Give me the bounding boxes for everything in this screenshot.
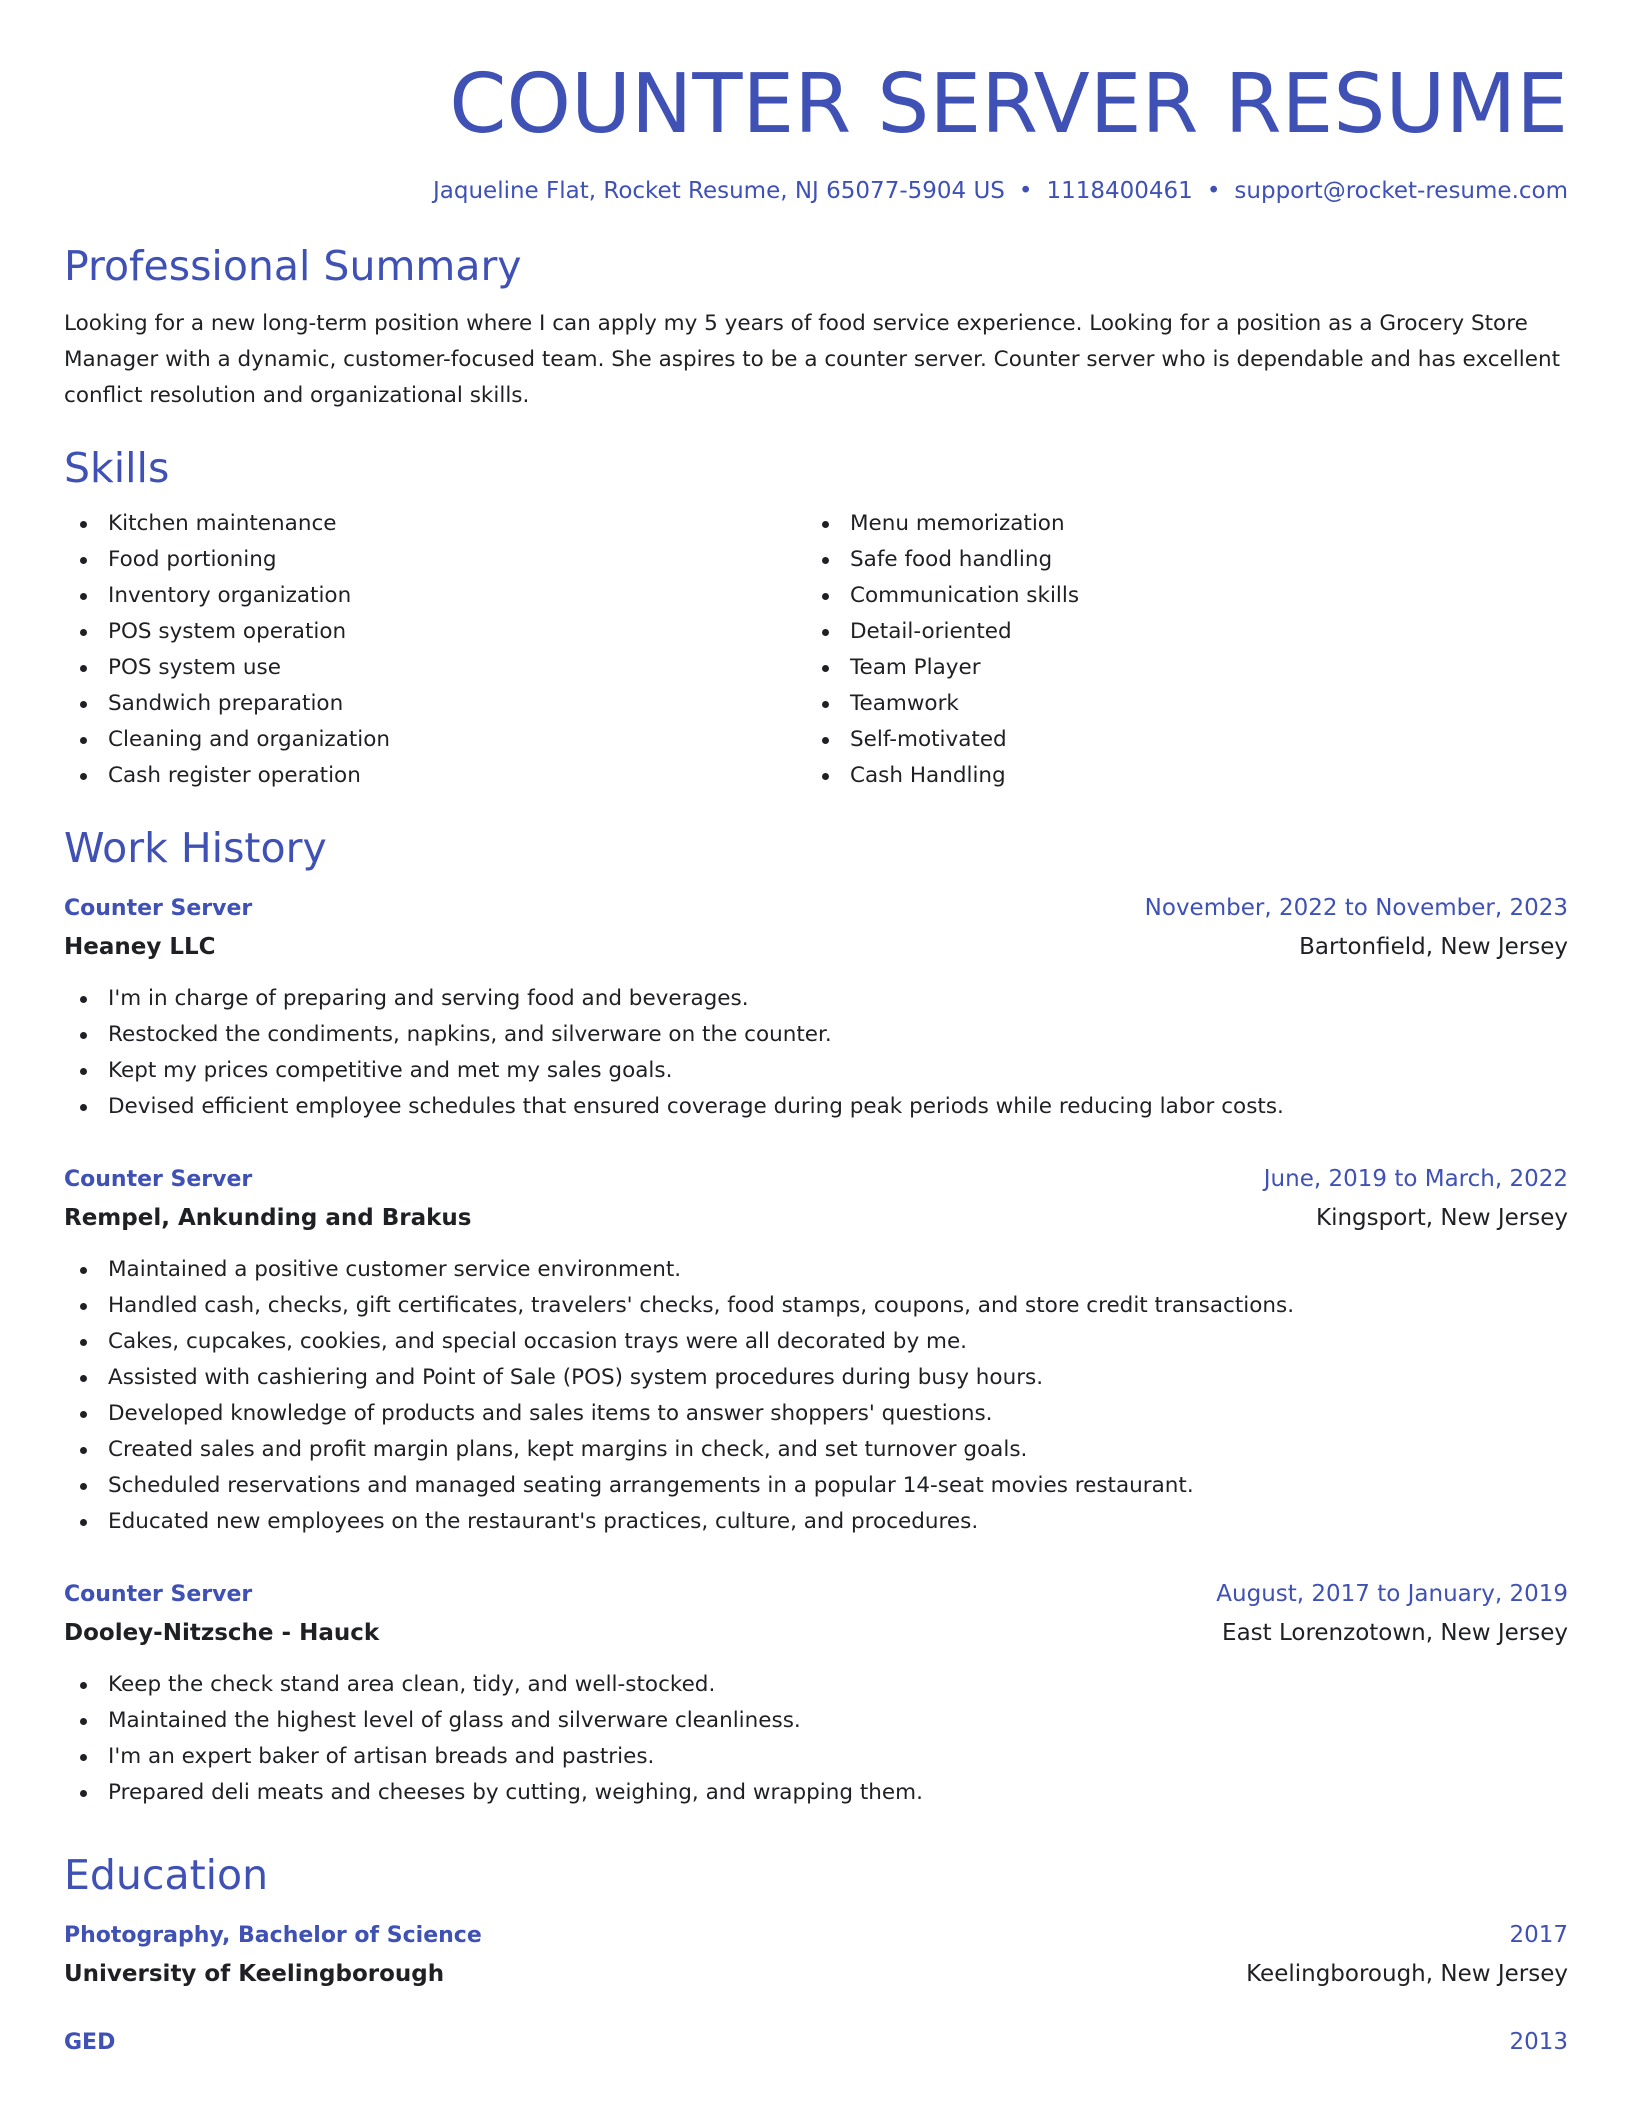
contact-line [64,174,1568,208]
job-duty-item: Kept my prices competitive and met my sales goals. [64,1053,1568,1089]
contact-separator: • [1018,178,1033,204]
job-role: Counter Server [64,896,253,921]
summary-heading: Professional Summary [64,242,522,290]
job-role: Counter Server [64,1167,253,1192]
job-duty-item: Cakes, cupcakes, cookies, and special occasion trays were all decorated by me. [64,1324,1568,1360]
job-duty-item: Scheduled reservations and managed seating arrangements in a popular 14-seat movies restaurant. [64,1468,1568,1504]
skill-item: Safe food handling [806,542,1548,578]
resume-title: COUNTER SERVER RESUME [449,57,1568,152]
summary-text: Looking for a new long-term position where I can apply my 5 years of food service experience. Looking for a position as a Grocery Store Manager with a dynamic, customer-focused team. She aspires to be a counter server. Counter server who is dependable and has excellent conflict resolution and organizational skills. [64,311,1561,408]
contact-address: Jaqueline Flat, Rocket Resume, NJ 65077-5904 US [433,178,1005,204]
job-company-row [64,927,1568,967]
job-duty-item: Restocked the condiments, napkins, and silverware on the counter. [64,1017,1568,1053]
skill-item: Menu memorization [806,506,1548,542]
job-duty-item: Developed knowledge of products and sales items to answer shoppers' questions. [64,1396,1568,1432]
education-heading: Education [64,1851,269,1899]
skill-item: Teamwork [806,686,1548,722]
job-title-row [64,890,1568,927]
job-duty-item: Educated new employees on the restaurant's practices, culture, and procedures. [64,1504,1568,1540]
job-duty-item: Prepared deli meats and cheeses by cutting, weighing, and wrapping them. [64,1775,1568,1811]
job-entry [64,1161,1568,1540]
job-company-row [64,1198,1568,1238]
skill-item: Inventory organization [64,578,806,614]
job-company-row [64,1613,1568,1653]
education-school-row [64,1954,1568,1994]
education-degree: GED [64,2030,116,2055]
job-title-row [64,1161,1568,1198]
skill-item: Detail-oriented [806,614,1548,650]
education-location: Keelingborough, New Jersey [1246,1961,1568,1987]
job-title-row [64,1576,1568,1613]
skills-list-right [806,506,1548,794]
education-school: University of Keelingborough [64,1961,445,1987]
contact-separator: • [1206,178,1221,204]
work-history-heading: Work History [64,824,327,872]
skills-heading: Skills [64,444,170,492]
skill-item: Communication skills [806,578,1548,614]
education-year: 2017 [1509,1922,1568,1948]
job-duty-item: Handled cash, checks, gift certificates, travelers' checks, food stamps, coupons, and store credit transactions. [64,1288,1568,1324]
job-location: East Lorenzotown, New Jersey [1222,1620,1568,1646]
skills-column-left [64,506,806,794]
job-duty-item: Maintained a positive customer service environment. [64,1252,1568,1288]
skill-item: POS system operation [64,614,806,650]
job-duty-item: I'm in charge of preparing and serving food and beverages. [64,981,1568,1017]
skill-item: Sandwich preparation [64,686,806,722]
job-location: Kingsport, New Jersey [1315,1205,1568,1231]
skill-item: Self-motivated [806,722,1548,758]
contact-email: support@rocket-resume.com [1234,178,1568,204]
job-location: Bartonfield, New Jersey [1299,934,1568,960]
education-degree-row [64,1917,1568,1954]
job-dates: June, 2019 to March, 2022 [1263,1166,1568,1192]
skill-item: Food portioning [64,542,806,578]
skills-column-right [806,506,1548,794]
education-year: 2013 [1509,2029,1568,2055]
job-dates: August, 2017 to January, 2019 [1216,1581,1568,1607]
job-duties [64,1252,1568,1540]
contact-phone: 1118400461 [1046,178,1193,204]
job-duty-item: Created sales and profit margin plans, kept margins in check, and set turnover goals. [64,1432,1568,1468]
job-entry [64,1576,1568,1811]
job-duties [64,1667,1568,1811]
skill-item: Cash Handling [806,758,1548,794]
job-duties [64,981,1568,1125]
skill-item: Team Player [806,650,1548,686]
job-company: Rempel, Ankunding and Brakus [64,1205,472,1231]
skill-item: Kitchen maintenance [64,506,806,542]
job-duty-item: Keep the check stand area clean, tidy, and well-stocked. [64,1667,1568,1703]
resume-header [64,50,1568,208]
skills-list-left [64,506,806,794]
job-duty-item: Assisted with cashiering and Point of Sale (POS) system procedures during busy hours. [64,1360,1568,1396]
education-degree: Photography, Bachelor of Science [64,1923,482,1948]
job-role: Counter Server [64,1582,253,1607]
job-entry [64,890,1568,1125]
job-dates: November, 2022 to November, 2023 [1144,895,1568,921]
skills-grid [64,506,1568,794]
education-entry [64,2024,1568,2061]
job-duty-item: Devised efficient employee schedules that ensured coverage during peak periods while reducing labor costs. [64,1089,1568,1125]
job-company: Dooley-Nitzsche - Hauck [64,1620,380,1646]
resume-page [64,50,1568,2061]
education-degree-row [64,2024,1568,2061]
job-company: Heaney LLC [64,934,216,960]
skill-item: Cleaning and organization [64,722,806,758]
skill-item: Cash register operation [64,758,806,794]
skill-item: POS system use [64,650,806,686]
job-duty-item: Maintained the highest level of glass and silverware cleanliness. [64,1703,1568,1739]
education-entry [64,1917,1568,1994]
job-duty-item: I'm an expert baker of artisan breads and pastries. [64,1739,1568,1775]
